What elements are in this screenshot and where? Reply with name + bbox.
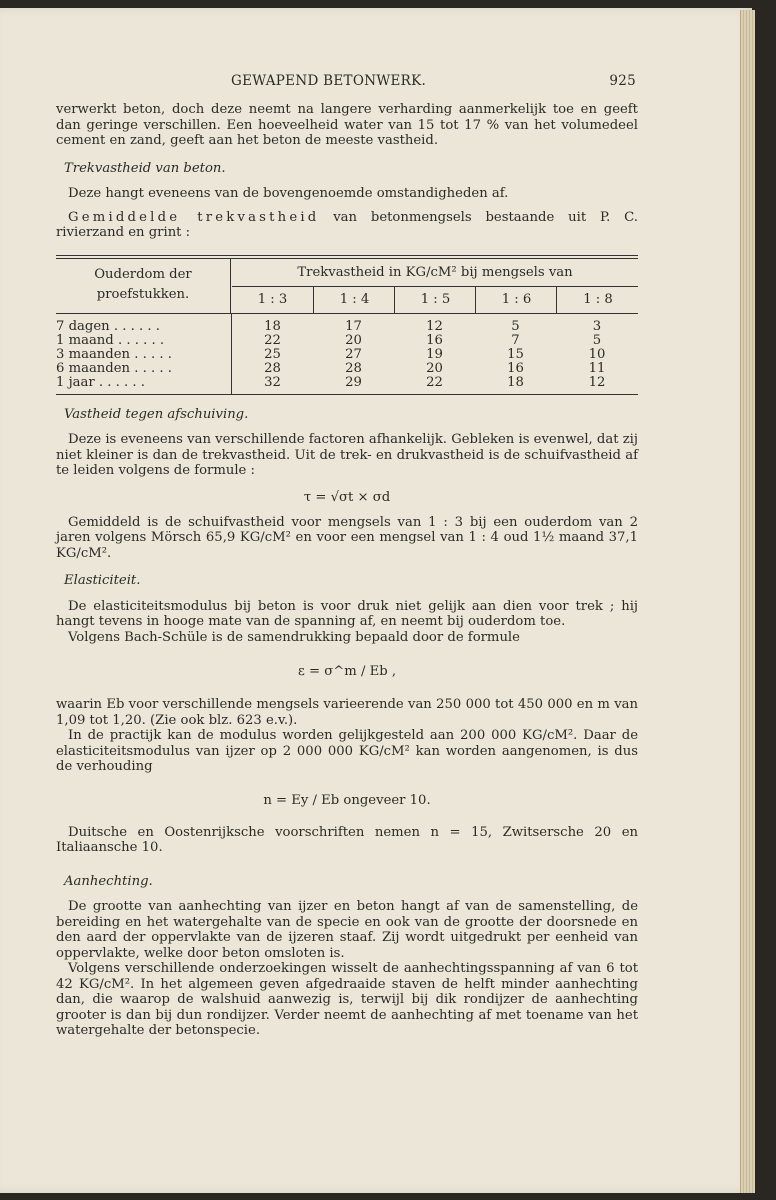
table-cell: 22 bbox=[426, 374, 443, 390]
heading-afschuiving: Vastheid tegen afschuiving. bbox=[64, 406, 249, 422]
row-label: 6 maanden . . . . . bbox=[56, 360, 172, 376]
heading-elasticiteit: Elasticiteit. bbox=[64, 573, 141, 588]
table-cell: 3 bbox=[592, 318, 602, 334]
row-label: 3 maanden . . . . . bbox=[56, 346, 172, 362]
elast-paragraph-4: In de practijk kan de modulus worden gelijkgesteld aan 200 000 KG/cM². Daar de elasticiteitsmodulus van ijzer op 2 000 000 KG/cM² kan worden aangenomen, is dus de verhouding bbox=[56, 728, 638, 774]
heading-trekvastheid: Trekvastheid van beton. bbox=[64, 160, 226, 176]
intro-paragraph: verwerkt beton, doch deze neemt na langere verharding aanmerkelijk toe en geeft dan geringe verschillen. Een hoeveelheid water van 15 tot 17 % van het volumedeel cement en zand, geeft aan het beton de meeste vastheid. bbox=[56, 102, 638, 148]
table-cell: 32 bbox=[264, 374, 281, 390]
table-cell: 10 bbox=[588, 346, 606, 362]
heading-aanhechting: Aanhechting. bbox=[64, 873, 153, 889]
table-cell: 16 bbox=[426, 332, 443, 348]
page-content bbox=[56, 70, 638, 1039]
elast-paragraph-2: Volgens Bach-Schüle is de samendrukking bepaald door de formule bbox=[68, 629, 520, 645]
page-edge bbox=[740, 10, 755, 1193]
table-cell: 15 bbox=[507, 346, 524, 362]
table-group-header: Trekvastheid in KG/cM² bij mengsels van bbox=[232, 259, 638, 287]
table-header bbox=[56, 259, 638, 314]
row-label: 1 jaar . . . . . . bbox=[56, 374, 146, 390]
table-cell: 19 bbox=[426, 346, 443, 362]
schuif-paragraph-1: Deze is eveneens van verschillende factoren afhankelijk. Gebleken is evenwel, dat zij niet kleiner is dan de trekvastheid. Uit de trek- en drukvastheid is de schuifvastheid af te leiden volgens de formule : bbox=[56, 432, 638, 478]
row-label: 1 maand . . . . . . bbox=[56, 332, 165, 348]
formula-ratio-text: n = Ey / Eb ongeveer 10. bbox=[263, 792, 431, 808]
column-header: 1 : 3 bbox=[257, 291, 288, 307]
table-cell: 7 bbox=[511, 332, 520, 348]
elast-paragraph-1: De elasticiteitsmodulus bij beton is voor druk niet gelijk aan dien voor trek ; hij hangt tevens in hooge mate van de spanning af, en neemt bij ouderdom toe. bbox=[56, 598, 638, 629]
table-row bbox=[56, 376, 638, 390]
running-header bbox=[56, 70, 638, 94]
table-cell: 5 bbox=[592, 332, 602, 348]
table-cell: 18 bbox=[507, 374, 524, 390]
table-cell: 27 bbox=[345, 346, 362, 362]
table-cell: 28 bbox=[345, 360, 362, 376]
row-label: 7 dagen . . . . . . bbox=[56, 318, 160, 334]
formula-strain bbox=[56, 647, 638, 697]
table-row-header: Ouderdom der proefstukken. bbox=[56, 259, 231, 313]
trek-paragraph-2 bbox=[56, 210, 638, 241]
column-header: 1 : 4 bbox=[313, 287, 395, 313]
table-body bbox=[56, 314, 638, 394]
table-cell: 5 bbox=[511, 318, 520, 334]
trek-paragraph-2-rest: van betonmengsels bestaande uit P. C. rivierzand en grint : bbox=[56, 209, 638, 240]
trekvastheid-table bbox=[56, 255, 638, 395]
formula-shear bbox=[56, 481, 638, 515]
elast-paragraph-5: Duitsche en Oostenrijksche voorschriften nemen n = 15, Zwitsersche 20 en Italiaansche 10. bbox=[56, 824, 638, 855]
table-cell: 25 bbox=[264, 346, 281, 362]
table-cell: 20 bbox=[426, 360, 443, 376]
formula-shear-text: τ = √σt × σd bbox=[303, 489, 391, 505]
table-cell: 12 bbox=[588, 374, 606, 390]
aanh-paragraph-1: De grootte van aanhechting van ijzer en beton hangt af van de samenstelling, de bereiding en het watergehalte van de specie en ook van de grootte der doorsnede en den aard der oppervlakte van de ijzeren staaf. Zij wordt uitgedrukt per eenheid van oppervlakte, welke door beton omsloten is. bbox=[56, 899, 638, 961]
column-header: 1 : 8 bbox=[556, 287, 639, 313]
table-cell: 16 bbox=[507, 360, 524, 376]
trek-paragraph-1: Deze hangt eveneens van de bovengenoemde omstandigheden af. bbox=[68, 186, 509, 201]
trek-spaced-term: Gemiddelde trekvastheid bbox=[68, 209, 320, 225]
table-cell: 20 bbox=[345, 332, 362, 348]
table-row bbox=[56, 362, 638, 376]
table-cell: 17 bbox=[345, 318, 362, 334]
aanh-paragraph-2: Volgens verschillende onderzoekingen wisselt de aanhechtingsspanning af van 6 tot 42 KG/cM². In het algemeen geven afgedraaide staven de helft minder aanhechting dan, die waarop de walshuid aanwezig is, terwijl bij dik rondijzer de aanhechting grooter is dan bij dun rondijzer. Verder neemt de aanhechting af met toename van het watergehalte der betonspecie. bbox=[56, 961, 638, 1038]
schuif-paragraph-2: Gemiddeld is de schuifvastheid voor mengsels van 1 : 3 bij een ouderdom van 2 jaren volgens Mörsch 65,9 KG/cM² en voor een mengsel van 1 : 4 oud 1½ maand 37,1 KG/cM². bbox=[56, 514, 638, 561]
table-row bbox=[56, 334, 638, 348]
formula-ratio bbox=[56, 777, 638, 825]
table-cell: 28 bbox=[264, 360, 281, 376]
table-cell: 11 bbox=[588, 360, 606, 376]
table-bottom-rule bbox=[56, 394, 638, 395]
formula-strain-text: ε = σ^m / Eb , bbox=[297, 664, 397, 679]
table-row bbox=[56, 320, 638, 334]
table-cell: 18 bbox=[264, 318, 281, 334]
elast-paragraph-3: waarin Eb voor verschillende mengsels varieerende van 250 000 tot 450 000 en m van 1,09 tot 1,20. (Zie ook blz. 623 e.v.). bbox=[56, 697, 638, 728]
page-number: 925 bbox=[609, 73, 636, 89]
column-header: 1 : 5 bbox=[394, 287, 476, 313]
table-cell: 12 bbox=[426, 318, 443, 334]
table-cell: 22 bbox=[264, 332, 281, 348]
table-row bbox=[56, 348, 638, 362]
column-header: 1 : 6 bbox=[475, 287, 557, 313]
running-title: GEWAPEND BETONWERK. bbox=[231, 73, 427, 89]
table-cell: 29 bbox=[345, 374, 362, 390]
